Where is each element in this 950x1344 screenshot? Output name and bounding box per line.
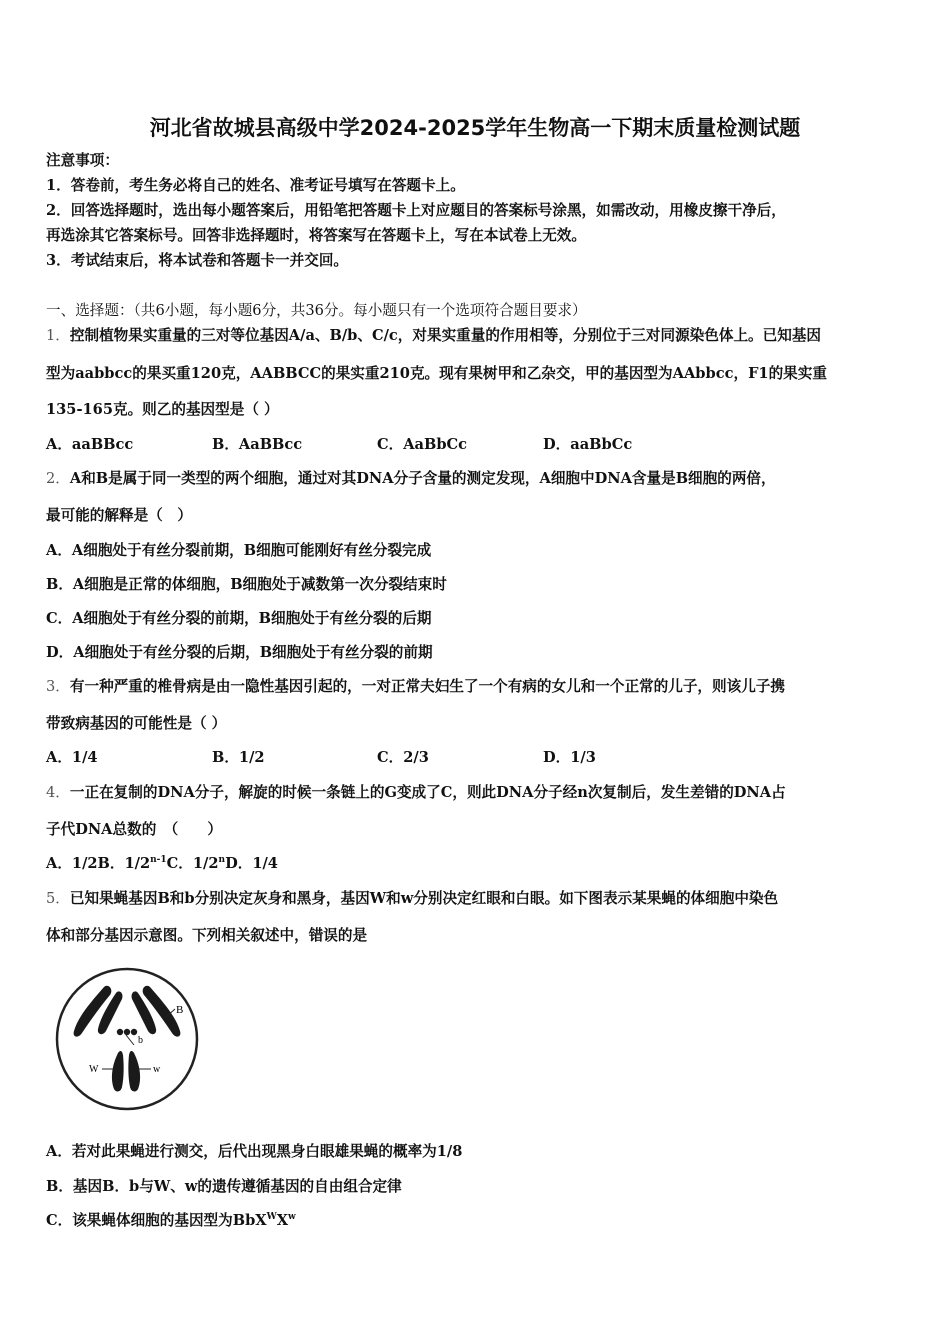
question-3-line: 带致病基因的可能性是（ ） bbox=[46, 715, 227, 732]
superscript: w bbox=[288, 1212, 296, 1223]
question-number: 5． bbox=[46, 890, 70, 907]
gene-label-B: B bbox=[176, 1004, 184, 1016]
page-title: 河北省故城县高级中学2024-2025学年生物高一下期末质量检测试题 bbox=[149, 116, 801, 140]
option-a[interactable]: A．A细胞处于有丝分裂前期，B细胞可能刚好有丝分裂完成 bbox=[46, 542, 432, 559]
question-2-line: 最可能的解释是（ ） bbox=[46, 507, 192, 524]
notice-item: 1．答卷前，考生务必将自己的姓名、准考证号填写在答题卡上。 bbox=[46, 177, 465, 194]
option-a[interactable]: A．1/4 bbox=[46, 749, 98, 766]
options-ab: A．1/2B．1/2 bbox=[46, 855, 151, 872]
question-4-line bbox=[46, 783, 911, 803]
option-a[interactable]: A．若对此果蝇进行测交，后代出现黑身白眼雄果蝇的概率为1/8 bbox=[46, 1143, 463, 1160]
question-text: 一正在复制的DNA分子，解旋的时候一条链上的G变成了C，则此DNA分子经n次复制后，发生差错的DNA占 bbox=[69, 784, 786, 801]
question-1-line: 135-165克。则乙的基因型是（ ） bbox=[46, 401, 279, 418]
question-4-line: 子代DNA总数的 （ ） bbox=[46, 821, 222, 838]
option-c[interactable] bbox=[46, 1211, 911, 1231]
option-c-text: C．该果蝇体细胞的基因型为BbX bbox=[46, 1212, 267, 1229]
option-b[interactable]: B．1/2 bbox=[212, 749, 265, 766]
option-a[interactable]: A．aaBBcc bbox=[46, 436, 134, 453]
question-2-line bbox=[46, 469, 911, 489]
exponent: n bbox=[218, 855, 226, 866]
question-3-line bbox=[46, 677, 911, 697]
question-text: A和B是属于同一类型的两个细胞，通过对其DNA分子含量的测定发现，A细胞中DNA含量是B细胞的两倍， bbox=[69, 470, 776, 487]
notice-item: 3．考试结束后，将本试卷和答题卡一并交回。 bbox=[46, 252, 349, 269]
question-number: 3． bbox=[46, 678, 70, 695]
cell-outline bbox=[57, 969, 197, 1109]
question-4-options[interactable] bbox=[46, 854, 911, 874]
notice-item: 再选涂其它答案标号。回答非选择题时，将答案写在答题卡上，写在本试卷上无效。 bbox=[46, 227, 586, 244]
option-d[interactable]: D．1/3 bbox=[543, 749, 596, 766]
section-heading: 一、选择题：（共6小题，每小题6分，共36分。每小题只有一个选项符合题目要求） bbox=[46, 302, 587, 319]
option-c[interactable]: C．2/3 bbox=[377, 749, 429, 766]
chromosome-figure bbox=[54, 965, 200, 1113]
question-number: 2． bbox=[46, 470, 70, 487]
option-c[interactable]: C．A细胞处于有丝分裂的前期，B细胞处于有丝分裂的后期 bbox=[46, 610, 432, 627]
exponent: n-1 bbox=[150, 855, 167, 866]
superscript: W bbox=[266, 1212, 277, 1223]
question-5-line bbox=[46, 889, 911, 909]
question-text: 已知果蝇基因B和b分别决定灰身和黑身，基因W和w分别决定红眼和白眼。如下图表示某果蝇的体细胞中染色 bbox=[69, 890, 779, 907]
gene-label-W: W bbox=[89, 1064, 99, 1075]
chromosome-dot bbox=[131, 1029, 137, 1035]
question-1-line bbox=[46, 326, 911, 346]
gene-label-b: b bbox=[138, 1035, 143, 1046]
option-c: C．1/2 bbox=[166, 855, 219, 872]
option-c[interactable]: C．AaBbCc bbox=[377, 436, 468, 453]
gene-label-w: w bbox=[153, 1064, 161, 1075]
question-text: 控制植物果实重量的三对等位基因A/a、B/b、C/c，对果实重量的作用相等，分别位于三对同源染色体上。已知基因 bbox=[69, 327, 822, 344]
option-b[interactable]: B．A细胞是正常的体细胞，B细胞处于减数第一次分裂结束时 bbox=[46, 576, 447, 593]
option-c-text: X bbox=[276, 1212, 289, 1229]
option-d[interactable]: D．A细胞处于有丝分裂的后期，B细胞处于有丝分裂的前期 bbox=[46, 644, 433, 661]
chromosome-dot bbox=[124, 1029, 130, 1035]
notice-heading: 注意事项： bbox=[46, 152, 119, 169]
option-d[interactable]: D．aaBbCc bbox=[543, 436, 633, 453]
option-d: D．1/4 bbox=[225, 855, 278, 872]
question-text: 有一种严重的椎骨病是由一隐性基因引起的，一对正常夫妇生了一个有病的女儿和一个正常的儿子，则该儿子携 bbox=[69, 678, 785, 695]
option-b[interactable]: B．基因B．b与W、w的遗传遵循基因的自由组合定律 bbox=[46, 1178, 402, 1195]
question-number: 1． bbox=[46, 327, 70, 344]
chromosome-dot bbox=[117, 1029, 123, 1035]
option-b[interactable]: B．AaBBcc bbox=[212, 436, 303, 453]
question-number: 4． bbox=[46, 784, 70, 801]
question-1-line: 型为aabbcc的果买重120克，AABBCC的果实重210克。现有果树甲和乙杂交，甲的基因型为AAbbcc，F1的果实重 bbox=[46, 365, 827, 382]
notice-item: 2．回答选择题时，选出每小题答案后，用铅笔把答题卡上对应题目的答案标号涂黑，如需改动，用橡皮擦干净后， bbox=[46, 202, 786, 219]
question-5-line: 体和部分基因示意图。下列相关叙述中，错误的是 bbox=[46, 927, 368, 944]
